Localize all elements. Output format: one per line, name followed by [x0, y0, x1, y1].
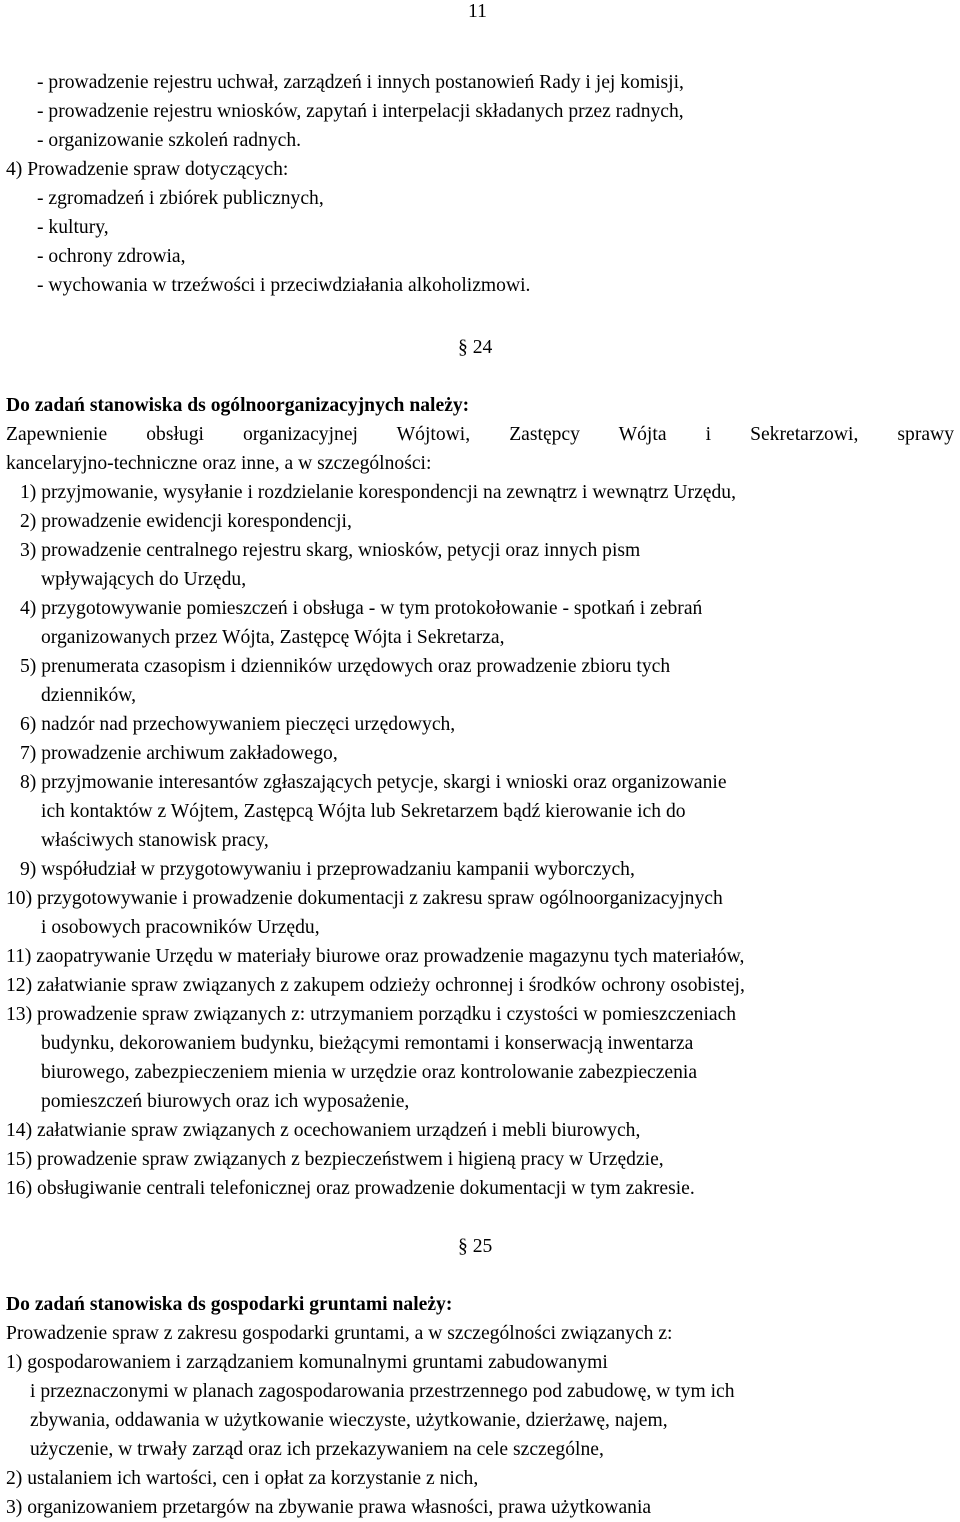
- section-intro: Prowadzenie spraw z zakresu gospodarki gruntami, a w szczególności związanych z:: [6, 1323, 673, 1344]
- page-number: 11: [468, 1, 487, 22]
- top-line: - kultury,: [37, 217, 109, 238]
- list-item-continuation: organizowanych przez Wójta, Zastępcę Wójta i Sekretarza,: [41, 627, 505, 648]
- top-line: - zgromadzeń i zbiórek publicznych,: [37, 188, 324, 209]
- list-item: 5) prenumerata czasopism i dzienników urzędowych oraz prowadzenie zbioru tych: [20, 656, 671, 677]
- top-line: - ochrony zdrowia,: [37, 246, 186, 267]
- list-item-continuation: zbywania, oddawania w użytkowanie wieczyste, użytkowanie, dzierżawę, najem,: [30, 1410, 668, 1431]
- list-item: 12) załatwianie spraw związanych z zakupem odzieży ochronnej i środków ochrony osobistej,: [6, 975, 745, 996]
- top-line: - wychowania w trzeźwości i przeciwdziałania alkoholizmowi.: [37, 275, 531, 296]
- list-item: 11) zaopatrywanie Urzędu w materiały biurowe oraz prowadzenie magazynu tych materiałów,: [6, 946, 745, 967]
- list-item: 7) prowadzenie archiwum zakładowego,: [20, 743, 338, 764]
- section-heading: Do zadań stanowiska ds gospodarki gruntami należy:: [6, 1294, 453, 1315]
- list-item-continuation: użyczenie, w trwały zarząd oraz ich przekazywaniem na cele szczególne,: [30, 1439, 604, 1460]
- list-item: 2) prowadzenie ewidencji korespondencji,: [20, 511, 352, 532]
- section-intro: Zapewnienie obsługi organizacyjnej Wójtowi, Zastępcy Wójta i Sekretarzowi, sprawy: [6, 424, 954, 445]
- list-item: 1) przyjmowanie, wysyłanie i rozdzielanie korespondencji na zewnątrz i wewnątrz Urzędu,: [20, 482, 736, 503]
- list-item: 15) prowadzenie spraw związanych z bezpieczeństwem i higieną pracy w Urzędzie,: [6, 1149, 664, 1170]
- list-item-continuation: budynku, dekorowaniem budynku, bieżącymi remontami i konserwacją inwentarza: [41, 1033, 694, 1054]
- top-line: - prowadzenie rejestru wniosków, zapytań i interpelacji składanych przez radnych,: [37, 101, 684, 122]
- top-line: - organizowanie szkoleń radnych.: [37, 130, 302, 151]
- list-item-continuation: właściwych stanowisk pracy,: [41, 830, 269, 851]
- section-heading: Do zadań stanowiska ds ogólnoorganizacyjnych należy:: [6, 395, 470, 416]
- top-line: 4) Prowadzenie spraw dotyczących:: [6, 159, 289, 180]
- top-line: - prowadzenie rejestru uchwał, zarządzeń i innych postanowień Rady i jej komisji,: [37, 72, 684, 93]
- list-item: 6) nadzór nad przechowywaniem pieczęci urzędowych,: [20, 714, 456, 735]
- list-item: 8) przyjmowanie interesantów zgłaszających petycje, skargi i wnioski oraz organizowanie: [20, 772, 727, 793]
- list-item: 10) przygotowywanie i prowadzenie dokumentacji z zakresu spraw ogólnoorganizacyjnych: [6, 888, 723, 909]
- list-item: 16) obsługiwanie centrali telefonicznej oraz prowadzenie dokumentacji w tym zakresie.: [6, 1178, 695, 1199]
- list-item-continuation: biurowego, zabezpieczeniem mienia w urzędzie oraz kontrolowanie zabezpieczenia: [41, 1062, 698, 1083]
- list-item: 3) organizowaniem przetargów na zbywanie prawa własności, prawa użytkowania: [6, 1497, 652, 1518]
- list-item-continuation: pomieszczeń biurowych oraz ich wyposażenie,: [41, 1091, 410, 1112]
- section-mark: § 24: [458, 337, 493, 358]
- list-item: 14) załatwianie spraw związanych z ocechowaniem urządzeń i mebli biurowych,: [6, 1120, 641, 1141]
- list-item: 1) gospodarowaniem i zarządzaniem komunalnymi gruntami zabudowanymi: [6, 1352, 608, 1373]
- list-item-continuation: ich kontaktów z Wójtem, Zastępcą Wójta lub Sekretarzem bądź kierowanie ich do: [41, 801, 686, 822]
- list-item-continuation: i osobowych pracowników Urzędu,: [41, 917, 320, 938]
- list-item-continuation: wpływających do Urzędu,: [41, 569, 247, 590]
- list-item: 2) ustalaniem ich wartości, cen i opłat za korzystanie z nich,: [6, 1468, 479, 1489]
- list-item: 3) prowadzenie centralnego rejestru skarg, wniosków, petycji oraz innych pism: [20, 540, 641, 561]
- section-mark: § 25: [458, 1236, 493, 1257]
- list-item: 9) współudział w przygotowywaniu i przeprowadzaniu kampanii wyborczych,: [20, 859, 635, 880]
- section-intro: kancelaryjno-techniczne oraz inne, a w szczególności:: [6, 453, 432, 474]
- list-item-continuation: dzienników,: [41, 685, 137, 706]
- list-item-continuation: i przeznaczonymi w planach zagospodarowania przestrzennego pod zabudowę, w tym ich: [30, 1381, 735, 1402]
- list-item: 4) przygotowywanie pomieszczeń i obsługa - w tym protokołowanie - spotkań i zebrań: [20, 598, 703, 619]
- list-item: 13) prowadzenie spraw związanych z: utrzymaniem porządku i czystości w pomieszczeniach: [6, 1004, 737, 1025]
